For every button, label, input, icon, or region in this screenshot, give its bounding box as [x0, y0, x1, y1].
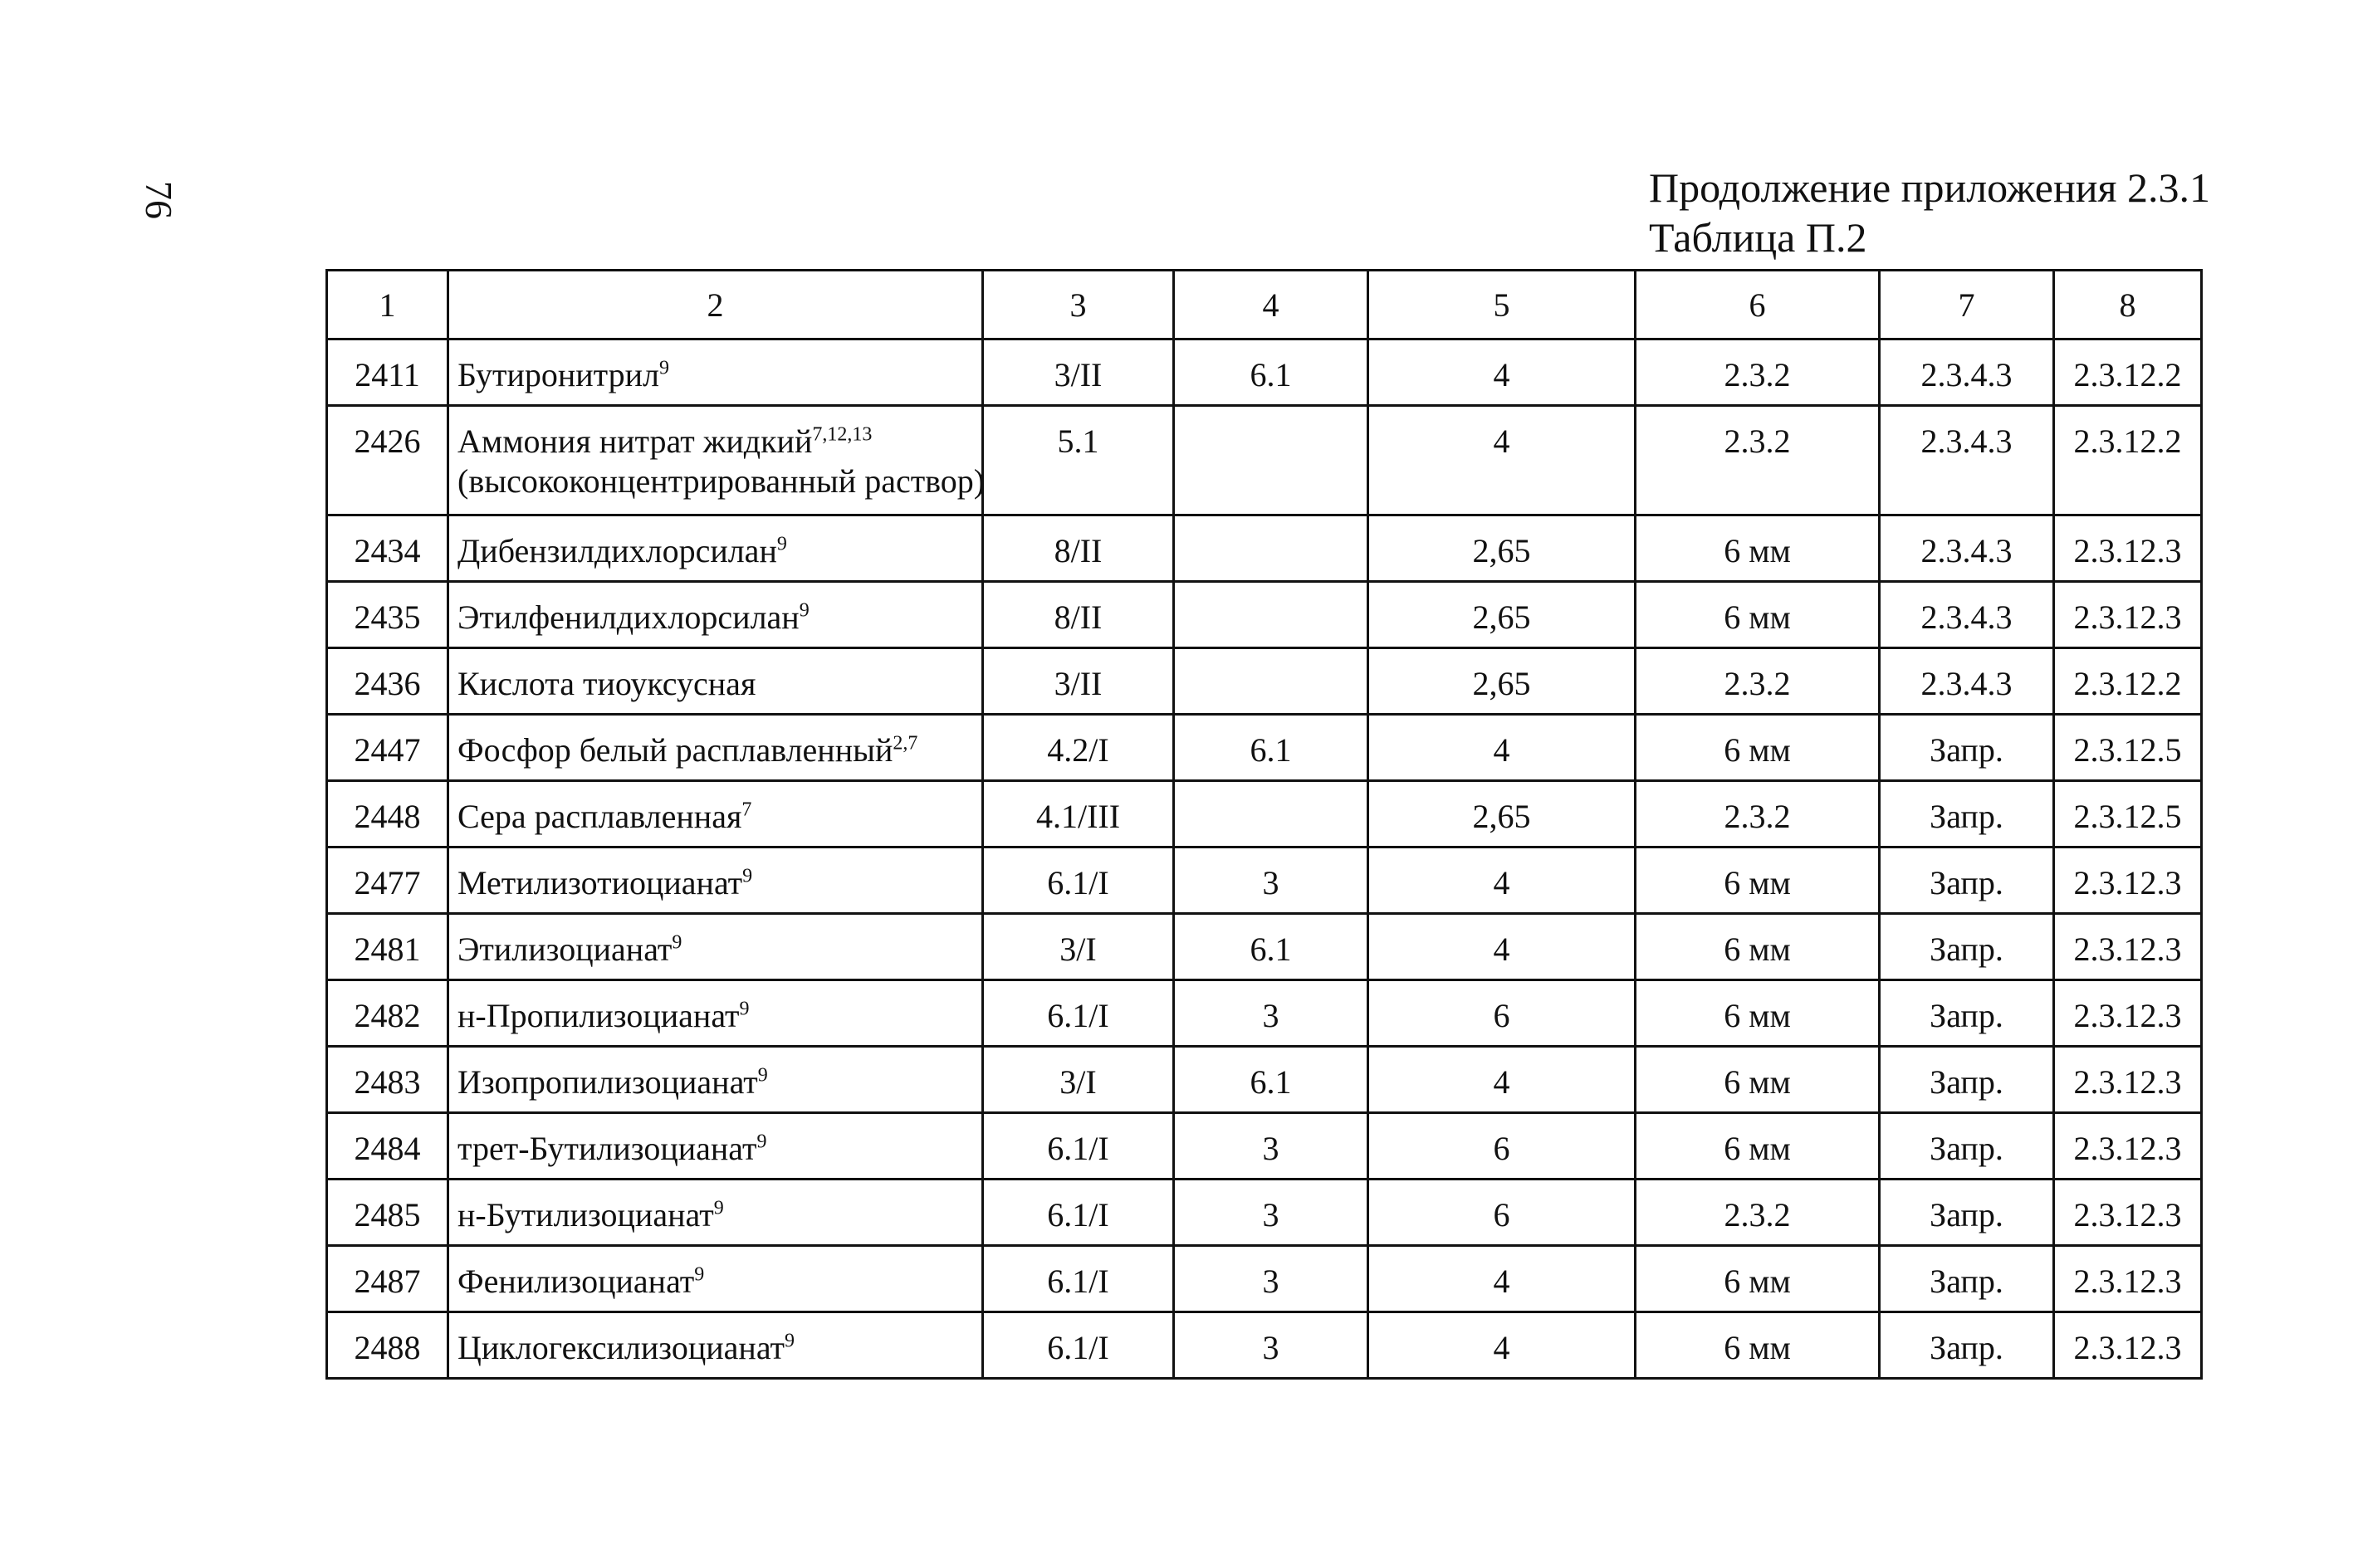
substance-name: Сера расплавленная — [457, 798, 742, 835]
column-5-cell: 4 — [1368, 1047, 1636, 1113]
class-cell: 6.1/I — [983, 980, 1174, 1047]
column-header: 4 — [1174, 271, 1368, 339]
column-8-cell: 2.3.12.2 — [2054, 339, 2202, 406]
class-cell: 4.2/I — [983, 715, 1174, 781]
appendix-continuation-title: Продолжение приложения 2.3.1 — [1649, 164, 2211, 211]
subsidiary-risk-cell: 6.1 — [1174, 715, 1368, 781]
substance-name: Фенилизоцианат — [457, 1263, 695, 1300]
column-header: 7 — [1880, 271, 2054, 339]
footnote-ref: 9 — [776, 533, 787, 555]
subsidiary-risk-cell — [1174, 406, 1368, 515]
un-number-cell: 2411 — [327, 339, 448, 406]
column-6-cell: 2.3.2 — [1636, 648, 1880, 715]
column-7-cell: Запр. — [1880, 715, 2054, 781]
column-5-cell: 6 — [1368, 980, 1636, 1047]
column-number-row — [327, 271, 2202, 339]
table-caption — [1649, 163, 2210, 262]
column-8-cell: 2.3.12.3 — [2054, 1047, 2202, 1113]
column-5-cell: 2,65 — [1368, 648, 1636, 715]
footnote-ref: 9 — [694, 1263, 705, 1286]
column-8-cell: 2.3.12.2 — [2054, 406, 2202, 515]
column-8-cell: 2.3.12.3 — [2054, 848, 2202, 914]
column-7-cell: Запр. — [1880, 781, 2054, 848]
table-row — [327, 1047, 2202, 1113]
un-number-cell: 2477 — [327, 848, 448, 914]
column-header: 6 — [1636, 271, 1880, 339]
table-row — [327, 1180, 2202, 1246]
footnote-ref: 9 — [757, 1064, 768, 1087]
table-row — [327, 848, 2202, 914]
substance-name-cell — [448, 1312, 983, 1379]
column-8-cell: 2.3.12.3 — [2054, 1113, 2202, 1180]
substance-name: Метилизотиоцианат — [457, 864, 743, 901]
class-cell: 3/II — [983, 648, 1174, 715]
subsidiary-risk-cell: 3 — [1174, 1312, 1368, 1379]
column-8-cell: 2.3.12.3 — [2054, 582, 2202, 648]
class-cell: 3/I — [983, 914, 1174, 980]
subsidiary-risk-cell: 6.1 — [1174, 339, 1368, 406]
column-5-cell: 4 — [1368, 1312, 1636, 1379]
column-7-cell: 2.3.4.3 — [1880, 339, 2054, 406]
footnote-ref: 9 — [799, 599, 810, 622]
un-number-cell: 2426 — [327, 406, 448, 515]
column-8-cell: 2.3.12.3 — [2054, 1312, 2202, 1379]
column-6-cell: 6 мм — [1636, 848, 1880, 914]
un-number-cell: 2488 — [327, 1312, 448, 1379]
subsidiary-risk-cell: 3 — [1174, 848, 1368, 914]
footnote-ref: 9 — [742, 865, 753, 887]
subsidiary-risk-cell: 3 — [1174, 1113, 1368, 1180]
table-row — [327, 980, 2202, 1047]
substance-name-line2: (высококонцентрированный раствор) — [457, 462, 986, 500]
column-6-cell: 6 мм — [1636, 1246, 1880, 1312]
substance-name-cell — [448, 848, 983, 914]
un-number-cell: 2435 — [327, 582, 448, 648]
substance-name-cell — [448, 715, 983, 781]
footnote-ref: 7,12,13 — [812, 423, 873, 446]
column-5-cell: 4 — [1368, 339, 1636, 406]
column-5-cell: 4 — [1368, 1246, 1636, 1312]
column-5-cell: 4 — [1368, 715, 1636, 781]
column-6-cell: 2.3.2 — [1636, 781, 1880, 848]
column-7-cell: Запр. — [1880, 914, 2054, 980]
substance-name-cell — [448, 1180, 983, 1246]
substance-name: Фосфор белый расплавленный — [457, 731, 893, 769]
column-7-cell: Запр. — [1880, 1312, 2054, 1379]
column-8-cell: 2.3.12.5 — [2054, 715, 2202, 781]
subsidiary-risk-cell — [1174, 515, 1368, 582]
column-6-cell: 6 мм — [1636, 1047, 1880, 1113]
footnote-ref: 9 — [713, 1197, 724, 1219]
footnote-ref: 9 — [756, 1131, 767, 1153]
column-7-cell: Запр. — [1880, 1047, 2054, 1113]
column-6-cell: 6 мм — [1636, 1113, 1880, 1180]
substance-name: Циклогексилизоцианат — [457, 1329, 785, 1366]
footnote-ref: 9 — [785, 1330, 795, 1352]
substance-name-cell — [448, 339, 983, 406]
table-row — [327, 339, 2202, 406]
subsidiary-risk-cell — [1174, 582, 1368, 648]
table-row — [327, 781, 2202, 848]
column-header: 3 — [983, 271, 1174, 339]
column-8-cell: 2.3.12.3 — [2054, 914, 2202, 980]
column-5-cell: 6 — [1368, 1113, 1636, 1180]
substance-name-cell — [448, 1113, 983, 1180]
substance-name: Бутиронитрил — [457, 356, 660, 393]
substance-name: Аммония нитрат жидкий — [457, 423, 813, 460]
un-number-cell: 2436 — [327, 648, 448, 715]
subsidiary-risk-cell: 3 — [1174, 1246, 1368, 1312]
class-cell: 5.1 — [983, 406, 1174, 515]
footnote-ref: 2,7 — [893, 732, 918, 755]
column-6-cell: 2.3.2 — [1636, 406, 1880, 515]
subsidiary-risk-cell: 3 — [1174, 980, 1368, 1047]
column-6-cell: 6 мм — [1636, 1312, 1880, 1379]
substance-name-cell — [448, 980, 983, 1047]
un-number-cell: 2448 — [327, 781, 448, 848]
column-7-cell: 2.3.4.3 — [1880, 648, 2054, 715]
column-5-cell: 6 — [1368, 1180, 1636, 1246]
class-cell: 8/II — [983, 582, 1174, 648]
substance-name-cell — [448, 914, 983, 980]
un-number-cell: 2484 — [327, 1113, 448, 1180]
substance-name: Этилфенилдихлорсилан — [457, 598, 800, 636]
column-header: 5 — [1368, 271, 1636, 339]
substance-name-cell — [448, 1246, 983, 1312]
substance-name: Этилизоцианат — [457, 931, 673, 968]
un-number-cell: 2447 — [327, 715, 448, 781]
substance-name-cell — [448, 582, 983, 648]
table-row — [327, 1246, 2202, 1312]
column-7-cell: Запр. — [1880, 1113, 2054, 1180]
column-6-cell: 2.3.2 — [1636, 1180, 1880, 1246]
column-7-cell: Запр. — [1880, 1180, 2054, 1246]
column-6-cell: 6 мм — [1636, 914, 1880, 980]
column-5-cell: 2,65 — [1368, 582, 1636, 648]
class-cell: 3/II — [983, 339, 1174, 406]
substance-name: Кислота тиоуксусная — [457, 665, 756, 702]
un-number-cell: 2483 — [327, 1047, 448, 1113]
column-6-cell: 6 мм — [1636, 582, 1880, 648]
page-number: 76 — [138, 181, 180, 219]
column-8-cell: 2.3.12.3 — [2054, 1246, 2202, 1312]
column-header: 2 — [448, 271, 983, 339]
column-8-cell: 2.3.12.3 — [2054, 980, 2202, 1047]
class-cell: 6.1/I — [983, 1312, 1174, 1379]
substance-name-cell — [448, 406, 986, 515]
substance-name-cell — [448, 1047, 983, 1113]
substance-name: трет-Бутилизоцианат — [457, 1130, 757, 1167]
column-8-cell: 2.3.12.3 — [2054, 515, 2202, 582]
column-6-cell: 6 мм — [1636, 515, 1880, 582]
column-5-cell: 2,65 — [1368, 515, 1636, 582]
substance-name: н-Пропилизоцианат — [457, 997, 740, 1034]
column-8-cell: 2.3.12.3 — [2054, 1180, 2202, 1246]
substance-name: Изопропилизоцианат — [457, 1063, 758, 1101]
column-5-cell: 4 — [1368, 914, 1636, 980]
column-8-cell: 2.3.12.5 — [2054, 781, 2202, 848]
column-6-cell: 2.3.2 — [1636, 339, 1880, 406]
class-cell: 6.1/I — [983, 1180, 1174, 1246]
class-cell: 6.1/I — [983, 1113, 1174, 1180]
column-5-cell: 4 — [1368, 406, 1636, 515]
class-cell: 6.1/I — [983, 1246, 1174, 1312]
column-7-cell: Запр. — [1880, 848, 2054, 914]
un-number-cell: 2487 — [327, 1246, 448, 1312]
class-cell: 4.1/III — [983, 781, 1174, 848]
substance-name: н-Бутилизоцианат — [457, 1196, 714, 1233]
table-row — [327, 1312, 2202, 1379]
column-7-cell: 2.3.4.3 — [1880, 582, 2054, 648]
table-row — [327, 582, 2202, 648]
column-6-cell: 6 мм — [1636, 715, 1880, 781]
subsidiary-risk-cell: 3 — [1174, 1180, 1368, 1246]
column-6-cell: 6 мм — [1636, 980, 1880, 1047]
column-7-cell: 2.3.4.3 — [1880, 406, 2054, 515]
table-row — [327, 715, 2202, 781]
table-row — [327, 648, 2202, 715]
footnote-ref: 9 — [659, 357, 670, 379]
un-number-cell: 2434 — [327, 515, 448, 582]
class-cell: 3/I — [983, 1047, 1174, 1113]
table-row — [327, 515, 2202, 582]
substance-name: Дибензилдихлорсилан — [457, 532, 777, 569]
table-row — [327, 1113, 2202, 1180]
subsidiary-risk-cell: 6.1 — [1174, 1047, 1368, 1113]
footnote-ref: 7 — [741, 799, 752, 821]
column-5-cell: 2,65 — [1368, 781, 1636, 848]
table-title: Таблица П.2 — [1649, 214, 1867, 261]
column-8-cell: 2.3.12.2 — [2054, 648, 2202, 715]
column-7-cell: Запр. — [1880, 1246, 2054, 1312]
table-row — [327, 406, 2202, 515]
column-5-cell: 4 — [1368, 848, 1636, 914]
footnote-ref: 9 — [672, 931, 682, 954]
un-number-cell: 2481 — [327, 914, 448, 980]
footnote-ref: 9 — [739, 998, 750, 1020]
un-number-cell: 2485 — [327, 1180, 448, 1246]
class-cell: 6.1/I — [983, 848, 1174, 914]
table-row — [327, 914, 2202, 980]
dangerous-goods-table — [325, 269, 2203, 1380]
subsidiary-risk-cell — [1174, 648, 1368, 715]
column-7-cell: Запр. — [1880, 980, 2054, 1047]
subsidiary-risk-cell — [1174, 781, 1368, 848]
un-number-cell: 2482 — [327, 980, 448, 1047]
substance-name-cell — [448, 648, 983, 715]
column-7-cell: 2.3.4.3 — [1880, 515, 2054, 582]
column-header: 1 — [327, 271, 448, 339]
column-header: 8 — [2054, 271, 2202, 339]
substance-name-cell — [448, 781, 983, 848]
class-cell: 8/II — [983, 515, 1174, 582]
subsidiary-risk-cell: 6.1 — [1174, 914, 1368, 980]
substance-name-cell — [448, 515, 983, 582]
